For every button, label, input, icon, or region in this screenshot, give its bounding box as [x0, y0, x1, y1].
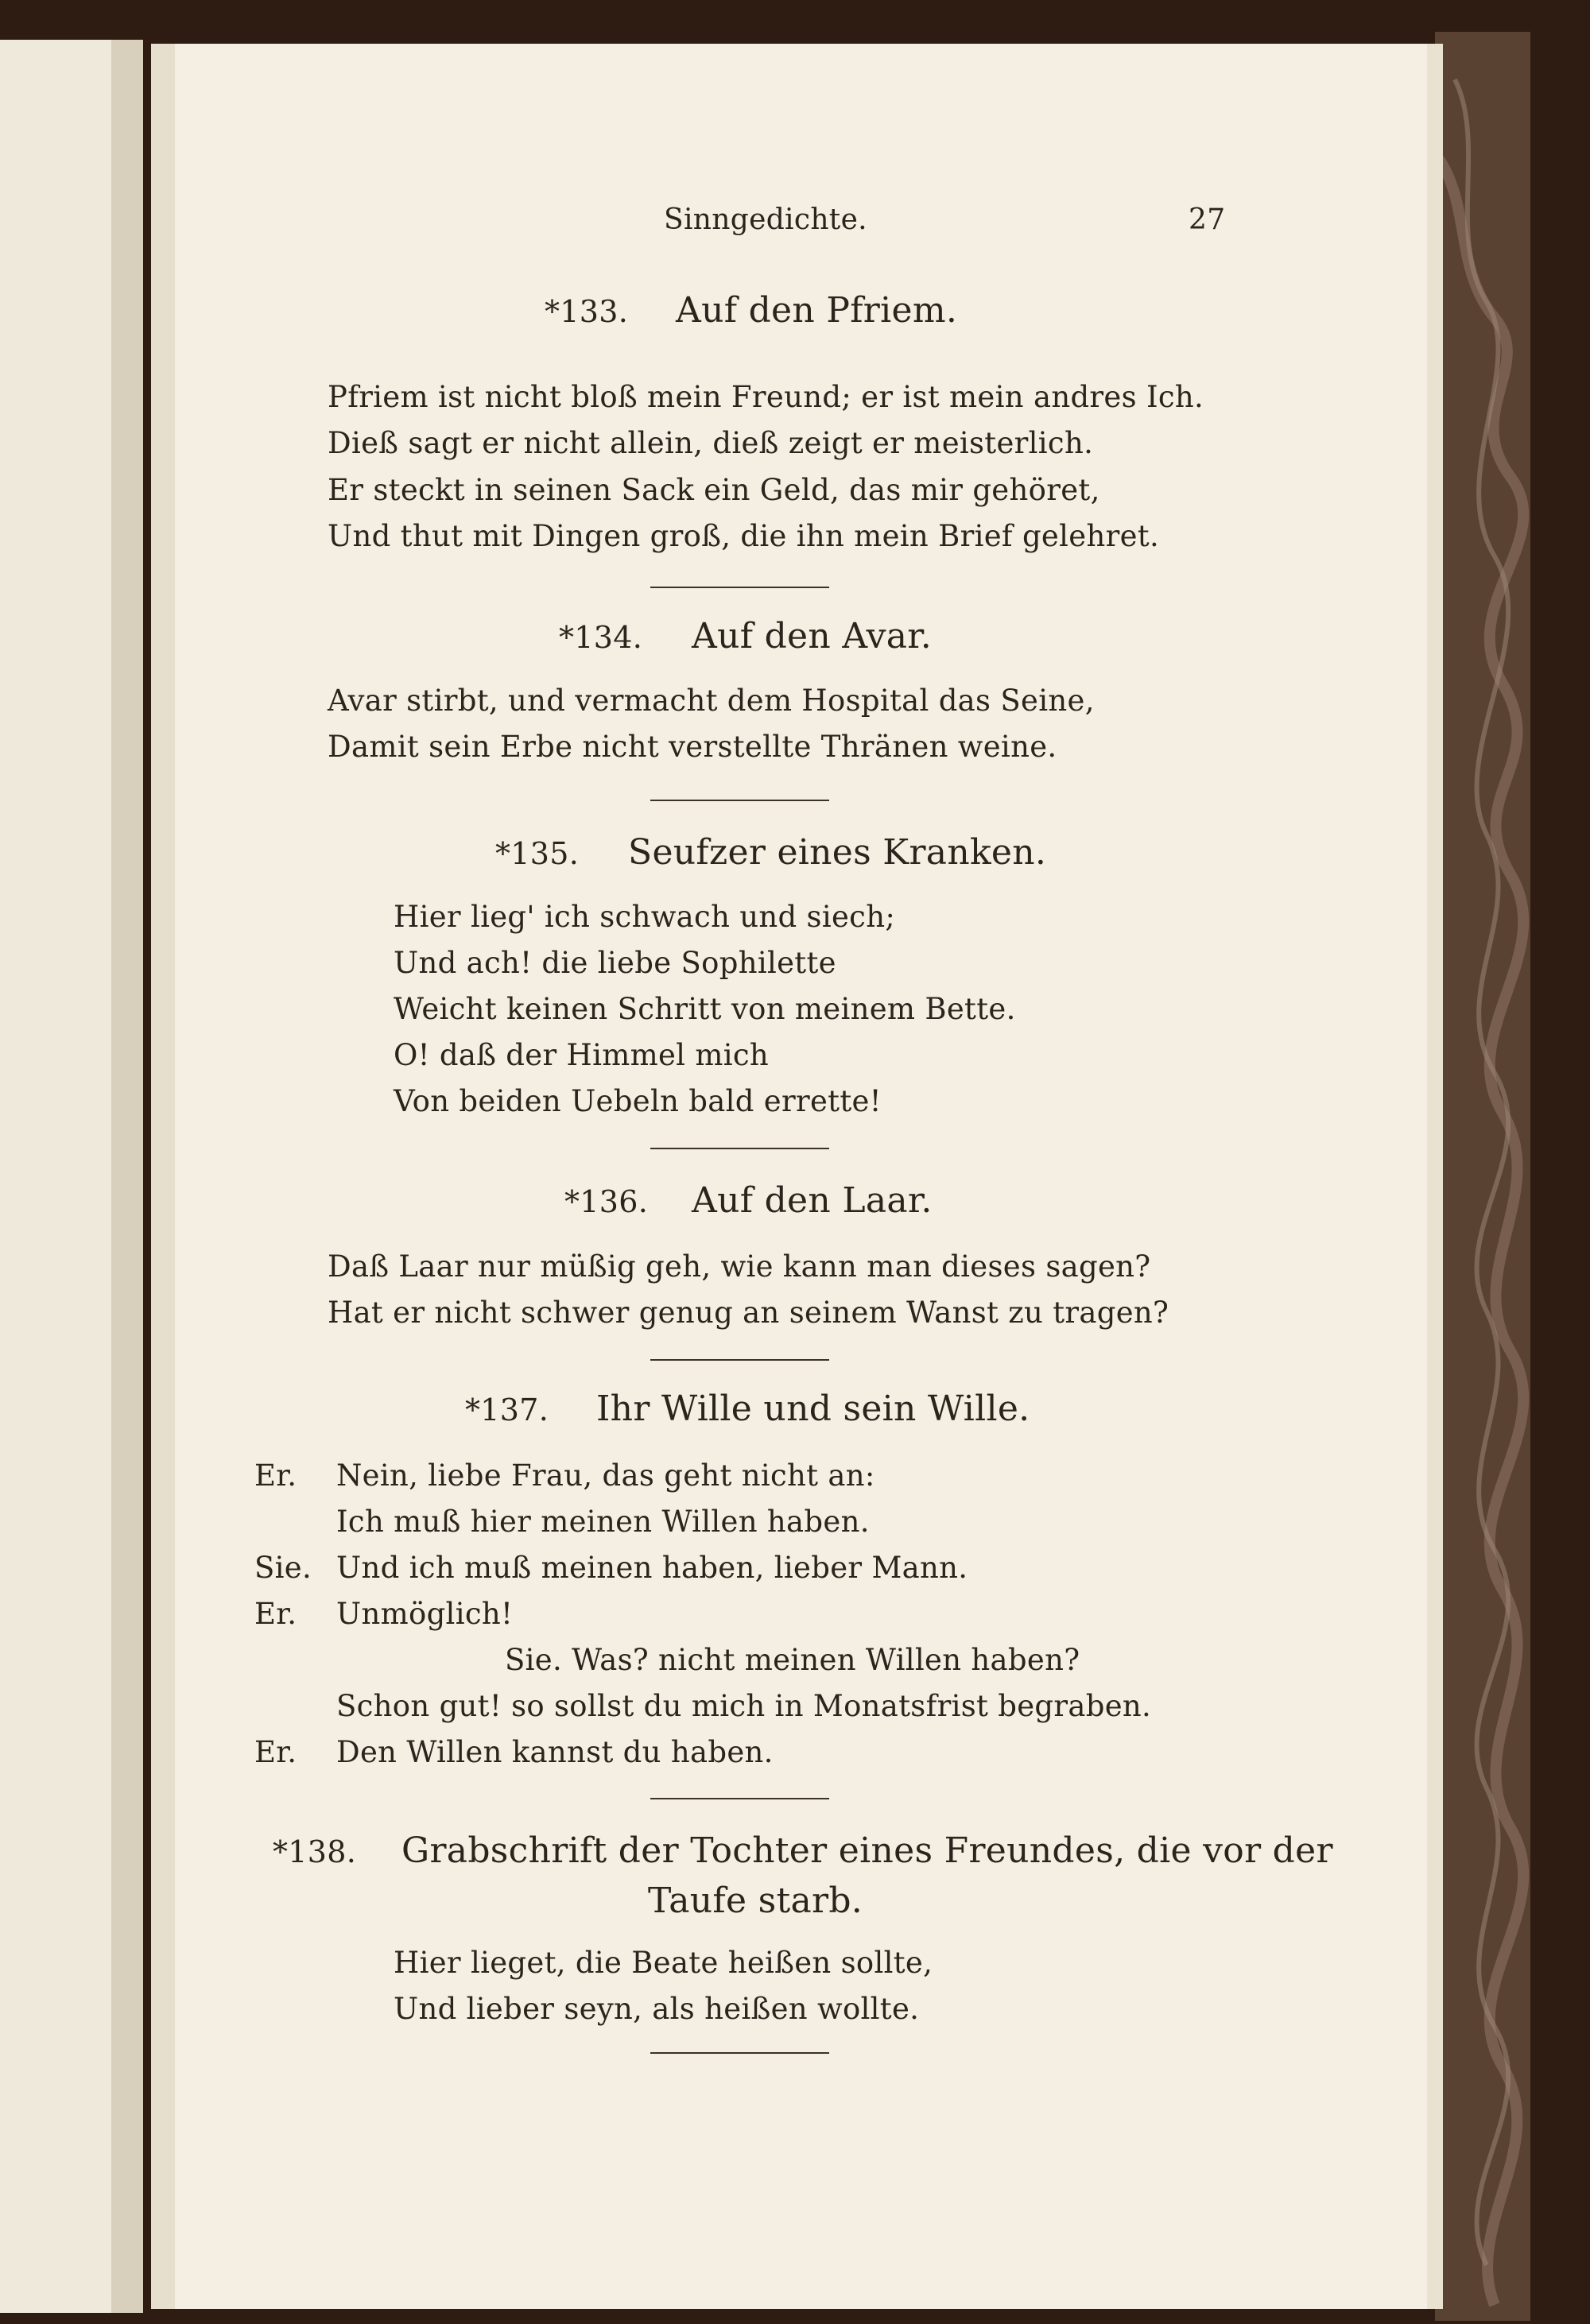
speaker-label: Er. — [254, 1458, 297, 1493]
speaker-label: Er. — [254, 1735, 297, 1769]
verse-line: Nein, liebe Frau, das geht nicht an: — [336, 1458, 875, 1493]
poem-title: Seufzer eines Kranken. — [628, 832, 1047, 873]
separator-rule — [650, 2052, 829, 2054]
verse-line: Er steckt in seinen Sack ein Geld, das mir gehöret, — [328, 473, 1100, 507]
separator-rule — [650, 1359, 829, 1361]
poem-title-continuation: Taufe starb. — [648, 1881, 863, 1921]
verse-line: O! daß der Himmel mich — [394, 1038, 770, 1072]
poem-title: Ihr Wille und sein Wille. — [596, 1389, 1030, 1429]
verse-line: Weicht keinen Schritt von meinem Bette. — [394, 992, 1016, 1026]
verse-line: Von beiden Uebeln bald errette! — [394, 1084, 882, 1118]
verse-line: Und lieber seyn, als heißen wollte. — [394, 1992, 920, 2026]
poem-number: *138. — [273, 1834, 357, 1869]
verse-line: Schon gut! so sollst du mich in Monatsfrist begraben. — [336, 1689, 1152, 1723]
verse-line: Und ach! die liebe Sophilette — [394, 946, 836, 980]
book-page — [163, 48, 1435, 2305]
verse-line: Ich muß hier meinen Willen haben. — [336, 1505, 870, 1539]
verse-line: Hat er nicht schwer genug an seinem Wanst zu tragen? — [328, 1296, 1169, 1330]
verse-line: Hier lieg' ich schwach und siech; — [394, 900, 896, 934]
verse-line: Pfriem ist nicht bloß mein Freund; er ist mein andres Ich. — [328, 380, 1204, 414]
running-title: Sinngedichte. — [664, 203, 867, 236]
poem-title: Auf den Avar. — [692, 616, 933, 657]
poem-title: Grabschrift der Tochter eines Freundes, die vor der — [401, 1830, 1333, 1871]
verse-line: Sie. Was? nicht meinen Willen haben? — [505, 1643, 1080, 1677]
separator-rule — [650, 800, 829, 801]
verse-line: Daß Laar nur müßig geh, wie kann man dieses sagen? — [328, 1249, 1151, 1284]
poem-title: Auf den Pfriem. — [676, 290, 958, 331]
poem-number: *133. — [545, 294, 629, 329]
poem-number: *135. — [495, 836, 580, 871]
verse-line: Hier lieget, die Beate heißen sollte, — [394, 1946, 933, 1980]
page-number: 27 — [1189, 203, 1226, 236]
verse-line: Damit sein Erbe nicht verstellte Thränen weine. — [328, 730, 1057, 764]
verse-line: Den Willen kannst du haben. — [336, 1735, 774, 1769]
speaker-label: Sie. — [254, 1551, 312, 1585]
speaker-label: Er. — [254, 1597, 297, 1631]
verse-line: Avar stirbt, und vermacht dem Hospital das Seine, — [328, 684, 1095, 718]
verse-line: Unmöglich! — [336, 1597, 514, 1631]
separator-rule — [650, 1148, 829, 1149]
separator-rule — [650, 587, 829, 588]
verse-line: Und thut mit Dingen groß, die ihn mein Brief gelehret. — [328, 519, 1160, 553]
poem-title: Auf den Laar. — [692, 1180, 933, 1221]
verse-line: Und ich muß meinen haben, lieber Mann. — [336, 1551, 968, 1585]
poem-number: *134. — [559, 620, 643, 655]
verse-line: Dieß sagt er nicht allein, dieß zeigt er meisterlich. — [328, 426, 1094, 460]
separator-rule — [650, 1798, 829, 1799]
poem-number: *137. — [465, 1392, 549, 1427]
poem-number: *136. — [564, 1184, 649, 1219]
